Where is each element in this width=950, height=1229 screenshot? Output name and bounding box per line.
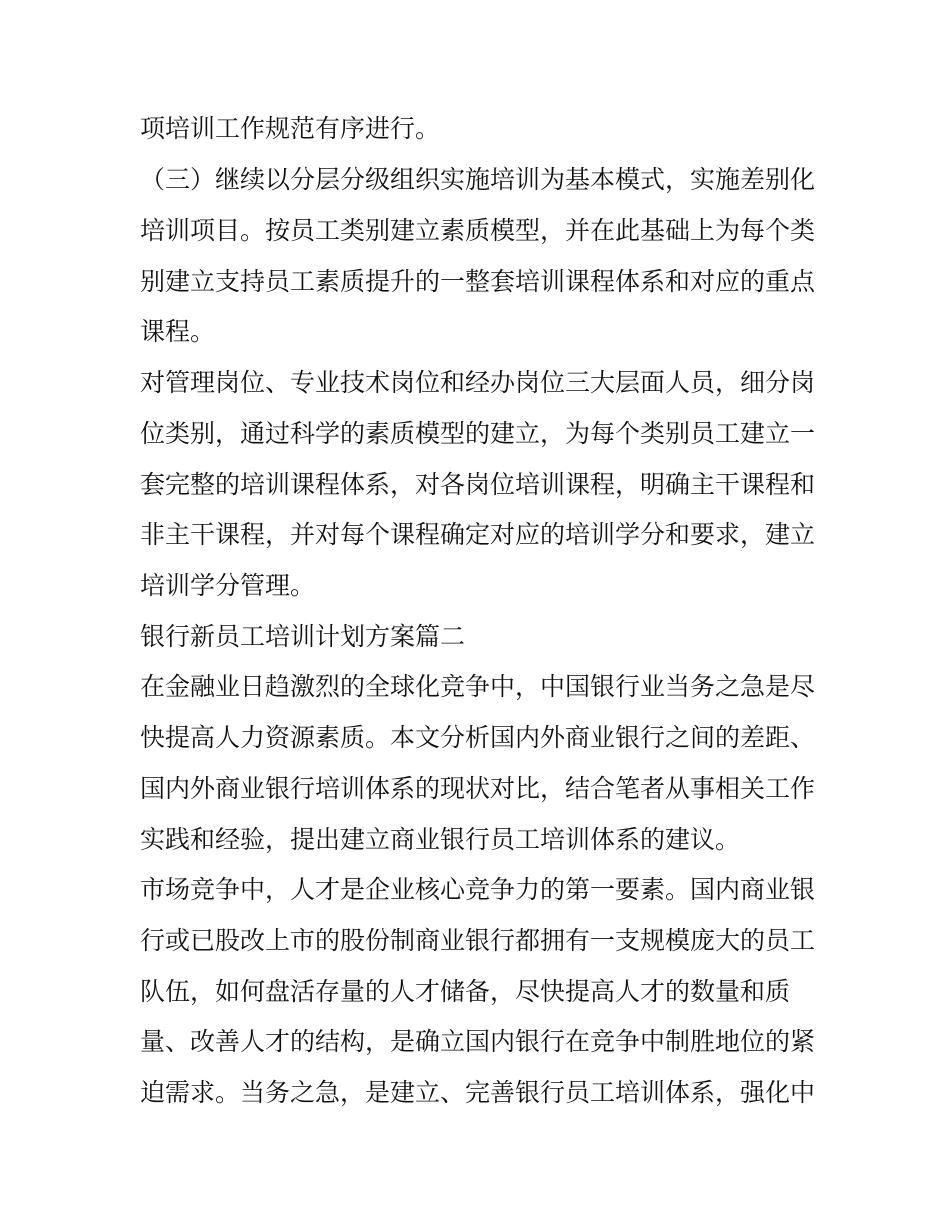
text-line: 市场竞争中，人才是企业核心竞争力的第一要素。国内商业银: [140, 875, 816, 904]
text-line: 在金融业日趋激烈的全球化竞争中，中国银行业当务之急是尽: [140, 672, 816, 701]
text-line: 培训学分管理。: [140, 571, 316, 600]
text-line: 行或已股改上市的股份制商业银行都拥有一支规模庞大的员工: [140, 926, 816, 955]
text-line: 位类别，通过科学的素质模型的建立，为每个类别员工建立一: [140, 419, 816, 448]
text-line: 量、改善人才的结构，是确立国内银行在竞争中制胜地位的紧: [140, 1027, 816, 1056]
text-line: 非主干课程，并对每个课程确定对应的培训学分和要求，建立: [140, 520, 816, 549]
text-line: 套完整的培训课程体系，对各岗位培训课程，明确主干课程和: [140, 470, 816, 499]
text-line: 别建立支持员工素质提升的一整套培训课程体系和对应的重点: [140, 267, 816, 296]
text-line: 实践和经验，提出建立商业银行员工培训体系的建议。: [140, 825, 741, 854]
text-line: 项培训工作规范有序进行。: [140, 114, 441, 143]
text-line: 队伍，如何盘活存量的人才储备，尽快提高人才的数量和质: [140, 977, 791, 1006]
text-line: 快提高人力资源素质。本文分析国内外商业银行之间的差距、: [140, 723, 816, 752]
text-line: 国内外商业银行培训体系的现状对比，结合笔者从事相关工作: [140, 774, 816, 803]
text-line: 对管理岗位、专业技术岗位和经办岗位三大层面人员，细分岗: [140, 368, 816, 397]
text-line: 培训项目。按员工类别建立素质模型，并在此基础上为每个类: [140, 216, 816, 245]
section-heading: 银行新员工培训计划方案篇二: [140, 622, 466, 651]
text-line: 课程。: [140, 317, 216, 346]
text-line: （三）继续以分层分级组织实施培训为基本模式，实施差别化: [140, 165, 816, 194]
text-line: 迫需求。当务之急，是建立、完善银行员工培训体系，强化中: [140, 1078, 816, 1107]
